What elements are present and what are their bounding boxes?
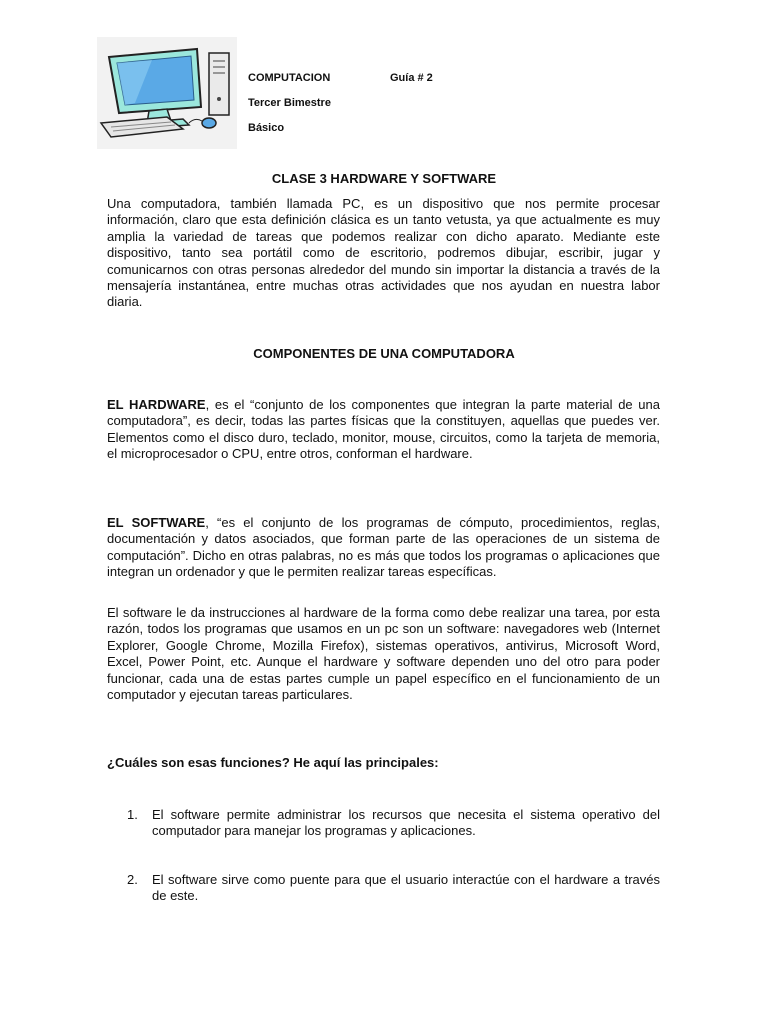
software-paragraph [107,515,660,581]
list-item-text: El software sirve como puente para que el usuario interactúe con el hardware a través de este. [152,872,660,904]
hardware-term: EL HARDWARE [107,397,206,412]
guide-number: Guía # 2 [390,72,433,84]
functions-question: ¿Cuáles son esas funciones? He aquí las principales: [107,755,439,770]
subject-label: COMPUTACION [248,72,331,84]
software-term: EL SOFTWARE [107,515,206,530]
page-title: CLASE 3 HARDWARE Y SOFTWARE [271,171,497,186]
desktop-computer-icon [97,37,237,149]
list-item [127,807,660,840]
software-extra-paragraph: El software le da instrucciones al hardware de la forma como debe realizar una tarea, por esta razón, todos los programas que usamos en un pc son un software: navegadores web (Internet Explorer, Google Chrome, Mozilla Firefox), sistemas operativos, antivirus, Microsoft Word, Excel, Power Point, etc. Aunque el hardware y software dependen uno del otro para poder funcionar, cada una de estas partes cumple un papel específico en el funcionamiento de un computador y ejecutan tareas particulares. [107,605,660,703]
period-label: Tercer Bimestre [248,97,331,109]
intro-paragraph: Una computadora, también llamada PC, es un dispositivo que nos permite procesar información, claro que esta definición clásica es un tanto vetusta, ya que actualmente es muy amplia la variedad de tareas que podemos realizar con dicho aparato. Mediante este dispositivo, tanto sea portátil como de escritorio, podremos dibujar, escribir, jugar y comunicarnos con otras personas alrededor del mundo sin importar la distancia a través de la mensajería instantánea, entre muchas otras actividades que nos ayudan en nuestra labor diaria. [107,196,660,310]
list-item-number: 2. [127,872,138,887]
hardware-definition: , es el “conjunto de los componentes que integran la parte material de una computadora”, es decir, todas las partes físicas que la constituyen, aquellas que puedes ver. Elementos como el disco duro, teclado, monitor, mouse, circuitos, como la tarjeta de memoria, el microprocesador o CPU, entre otros, conforman el hardware. [107,397,660,462]
section-title: COMPONENTES DE UNA COMPUTADORA [253,346,515,361]
level-label: Básico [248,122,285,134]
list-item-text: El software permite administrar los recursos que necesita el sistema operativo del computador para manejar los programas y aplicaciones. [152,807,660,839]
list-item [127,872,660,905]
hardware-paragraph [107,397,660,463]
list-item-number: 1. [127,807,138,822]
software-definition: , “es el conjunto de los programas de cómputo, procedimientos, reglas, documentación y datos asociados, que forman parte de las operaciones de un sistema de computación”. Dicho en otras palabras, no es más que todos los programas o aplicaciones que integran un ordenador y que le permiten realizar tareas específicas. [107,515,660,580]
